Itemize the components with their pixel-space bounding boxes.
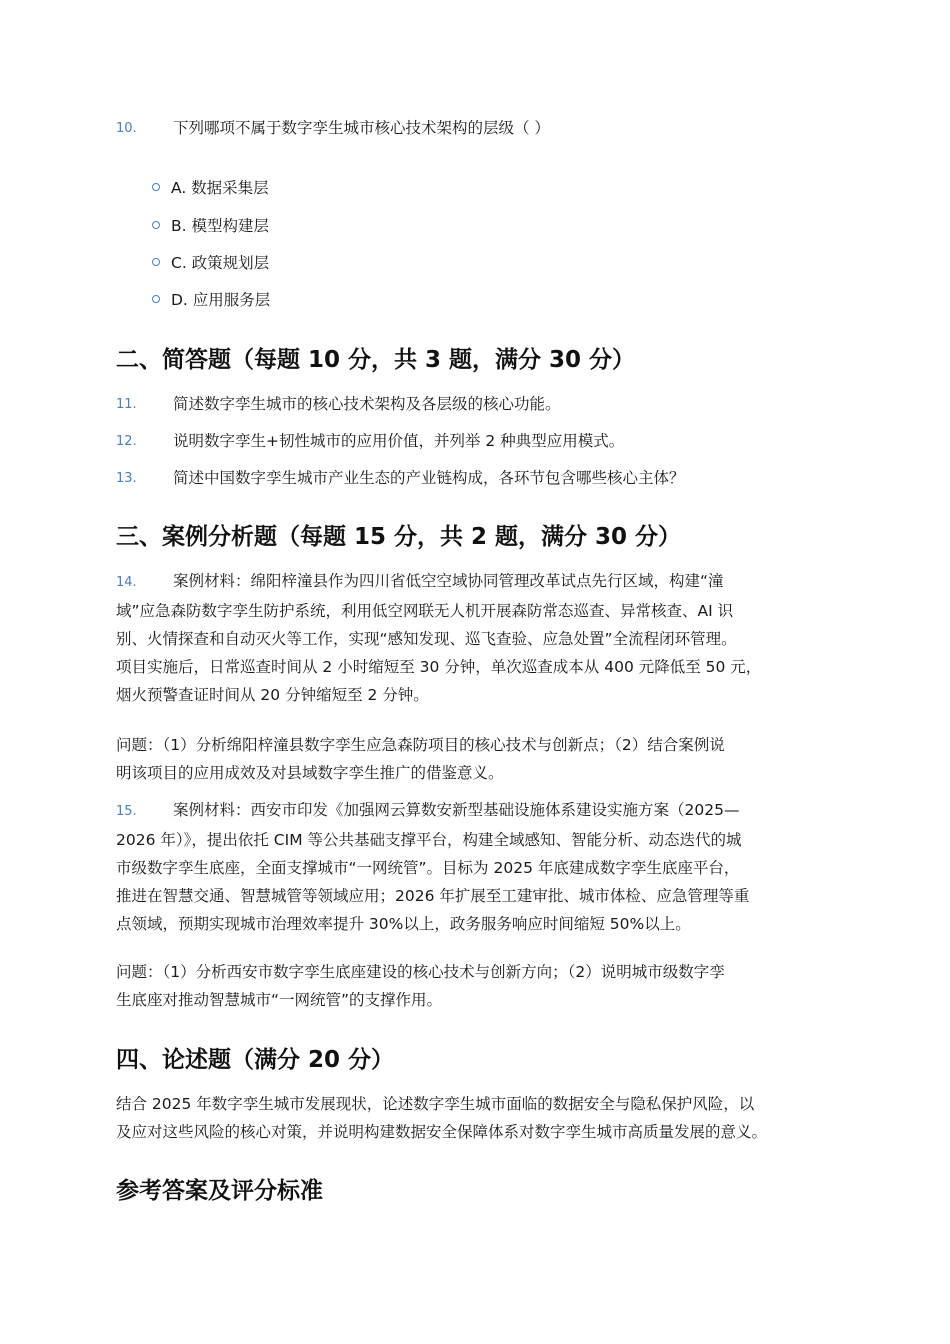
question-line: 生底座对推动智慧城市“一网统管”的支撑作用。 [116,991,443,1009]
question-line: 问题：（1）分析绵阳梓潼县数字孪生应急森防项目的核心技术与创新点；（2）结合案例说 [116,736,725,754]
case-14-question [116,731,846,787]
case-line: 案例材料：西安市印发《加强网云算数安新型基础设施体系建设实施方案（2025— [173,801,740,819]
section-3-heading: 三、案例分析题（每题 15 分，共 2 题，满分 30 分） [116,524,682,550]
essay-line: 及应对这些风险的核心对策，并说明构建数据安全保障体系对数字孪生城市高质量发展的意义。 [116,1123,768,1141]
case-line: 域”应急森防数字孪生防护系统，利用低空网联无人机开展森防常态巡查、异常核查、AI 识 [116,602,734,620]
section-2-heading: 二、简答题（每题 10 分，共 3 题，满分 30 分） [116,347,636,373]
bullet-icon [152,295,160,303]
question-text: 下列哪项不属于数字孪生城市核心技术架构的层级（ ） [173,119,550,137]
case-15-material [116,796,846,938]
question-line: 明该项目的应用成效及对县域数字孪生推广的借鉴意义。 [116,764,504,782]
answers-heading: 参考答案及评分标准 [116,1178,323,1204]
case-line: 别、火情探查和自动灭火等工作，实现“感知发现、巡飞查验、应急处置”全流程闭环管理。 [116,630,737,648]
option-c [152,253,269,273]
case-15-question [116,958,846,1014]
question-number: 13. [116,471,137,486]
case-line: 推进在智慧交通、智慧城管等领域应用；2026 年扩展至工建审批、城市体检、应急管理等重 [116,887,750,905]
question-line: 问题：（1）分析西安市数字孪生底座建设的核心技术与创新方向；（2）说明城市级数字孪 [116,963,725,981]
option-label: B. 模型构建层 [171,217,269,235]
essay-question [116,1090,846,1146]
section-4-heading: 四、论述题（满分 20 分） [116,1047,395,1073]
option-b [152,216,269,236]
option-label: C. 政策规划层 [171,254,270,272]
question-number: 15. [116,804,137,819]
question-number: 10. [116,121,137,136]
option-label: A. 数据采集层 [171,179,269,197]
option-label: D. 应用服务层 [171,291,271,309]
essay-line: 结合 2025 年数字孪生城市发展现状，论述数字孪生城市面临的数据安全与隐私保护风险，以 [116,1095,755,1113]
case-line: 市级数字孪生底座，全面支撑城市“一网统管”。目标为 2025 年底建成数字孪生底座平台， [116,859,740,877]
case-line: 2026 年）》，提出依托 CIM 等公共基础支撑平台，构建全域感知、智能分析、动态迭代的城 [116,831,742,849]
case-line: 案例材料：绵阳梓潼县作为四川省低空空域协同管理改革试点先行区域，构建“潼 [173,572,724,590]
bullet-icon [152,258,160,266]
question-text: 简述中国数字孪生城市产业生态的产业链构成，各环节包含哪些核心主体？ [173,469,685,487]
bullet-icon [152,183,160,191]
question-text: 简述数字孪生城市的核心技术架构及各层级的核心功能。 [173,395,561,413]
case-14-material [116,567,846,709]
question-text: 说明数字孪生+韧性城市的应用价值，并列举 2 种典型应用模式。 [173,432,625,450]
question-number: 11. [116,397,137,412]
bullet-icon [152,221,160,229]
case-line: 点领域，预期实现城市治理效率提升 30%以上，政务服务响应时间缩短 50%以上。 [116,915,691,933]
option-d [152,290,270,310]
option-a [152,178,269,198]
question-number: 14. [116,575,137,590]
case-line: 项目实施后，日常巡查时间从 2 小时缩短至 30 分钟，单次巡查成本从 400 元降低至 50 元， [116,658,762,676]
case-line: 烟火预警查证时间从 20 分钟缩短至 2 分钟。 [116,686,429,704]
question-number: 12. [116,434,137,449]
